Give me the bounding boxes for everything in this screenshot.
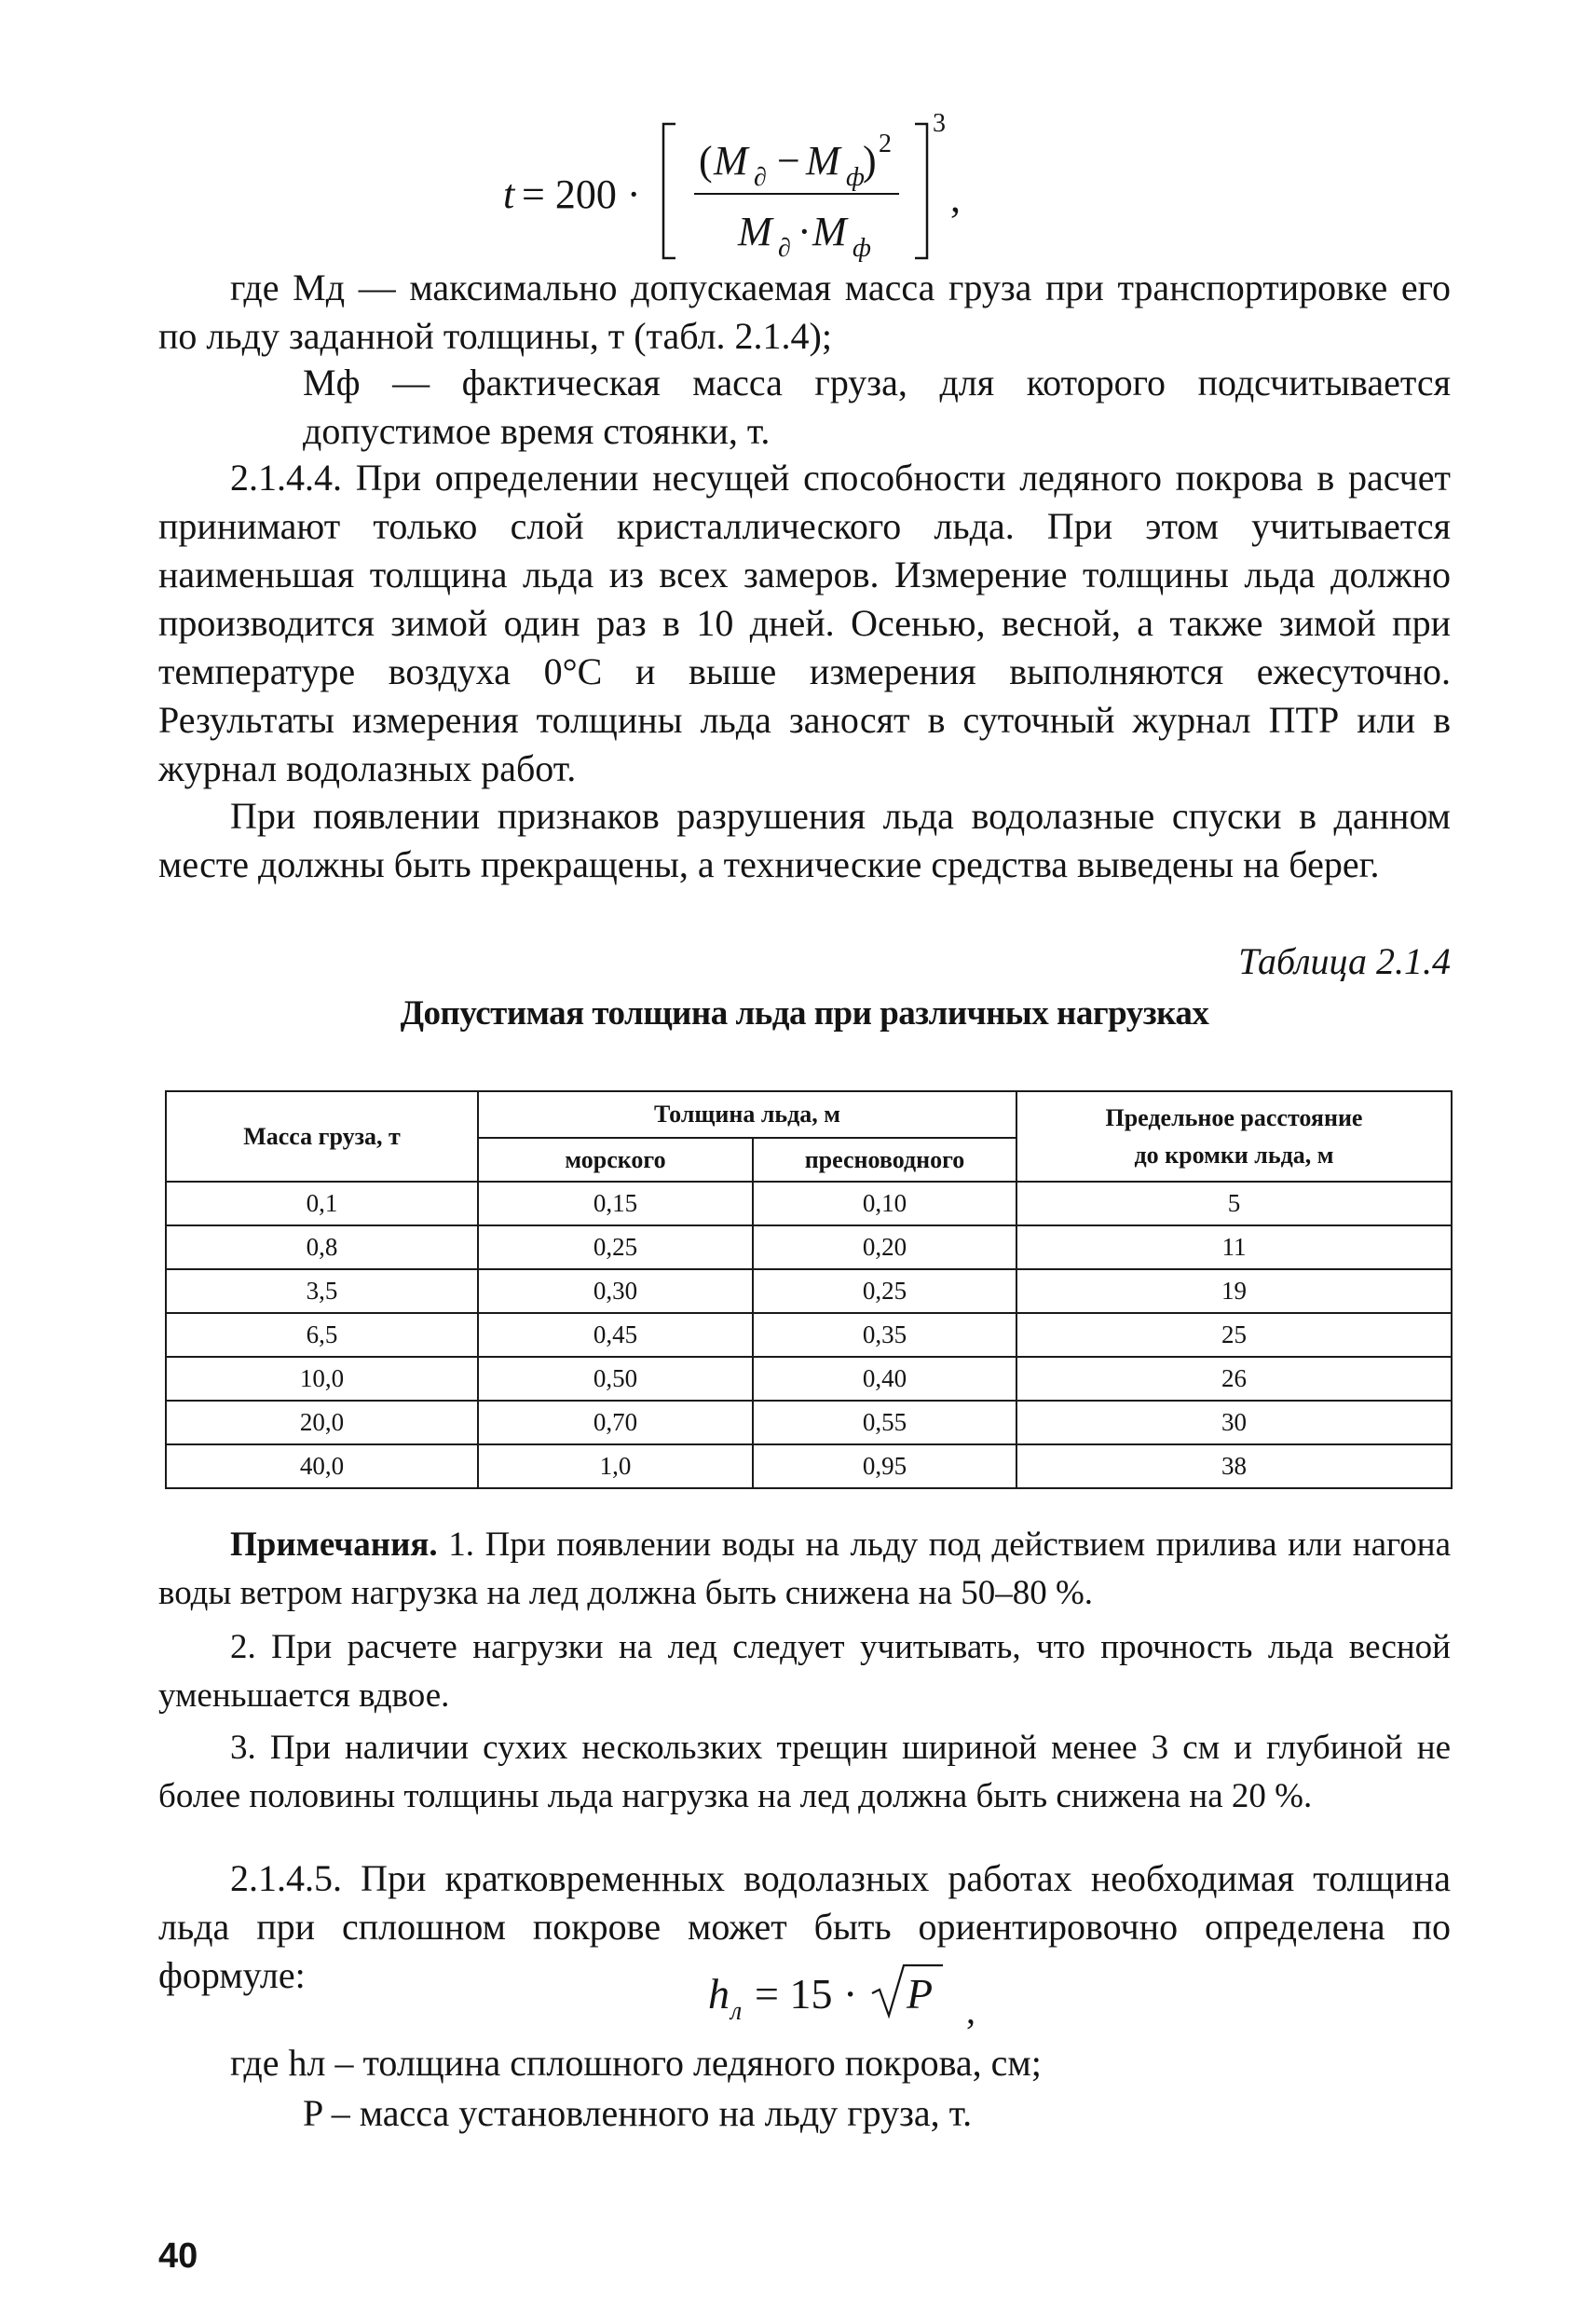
svg-text:ф: ф [846, 163, 865, 192]
cell-fresh: 0,40 [753, 1357, 1016, 1401]
cell-fresh: 0,10 [753, 1182, 1016, 1225]
section-2-1-4-4-text: 2.1.4.4. При определении несущей способности ледяного покрова в расчет принимают только слой кристаллического льда. При этом учитывается наименьшая толщина льда из всех замеров. Измерение толщины льда должно производится зимой один раз в 10 дней. Осенью, весной, а также зимой при температуре воздуха 0°С и выше измерения выполняются ежесуточно. Результаты измерения толщины льда заносят в суточный журнал ПТР или в журнал водолазных работ. [158, 457, 1451, 789]
svg-text:t: t [503, 171, 515, 217]
formula-ice-thickness-graphic [689, 1952, 1006, 2036]
table-row [166, 1357, 1452, 1401]
table-title: Допустимая толщина льда при различных нагрузках [400, 994, 1209, 1033]
table-row [166, 1182, 1452, 1225]
note-1-text: 1. При появлении воды на льду под действием прилива или нагона воды ветром нагрузка на лед должна быть снижена на 50–80 %. [158, 1525, 1451, 1612]
header-distance-line1: Предельное расстояние [1105, 1103, 1363, 1131]
svg-text:M: M [806, 138, 840, 184]
cell-distance: 25 [1016, 1313, 1452, 1357]
cell-fresh: 0,35 [753, 1313, 1016, 1357]
svg-text:л: л [730, 1997, 743, 2026]
header-sea-ice: морского [478, 1138, 753, 1182]
svg-text:M: M [812, 209, 847, 254]
header-fresh-ice: пресноводного [753, 1138, 1016, 1182]
cell-distance: 26 [1016, 1357, 1452, 1401]
note-1 [158, 1521, 1451, 1618]
header-mass: Масса груза, т [166, 1091, 478, 1182]
cell-sea: 0,45 [478, 1313, 753, 1357]
cell-fresh: 0,55 [753, 1401, 1016, 1444]
cell-sea: 0,30 [478, 1269, 753, 1313]
svg-text:h: h [708, 1970, 730, 2018]
cell-distance: 30 [1016, 1401, 1452, 1444]
cell-sea: 1,0 [478, 1444, 753, 1488]
definition-h: где hл – толщина сплошного ледяного покрова, см; [230, 2042, 1042, 2084]
cell-sea: 0,25 [478, 1225, 753, 1269]
page-number: 40 [158, 2237, 198, 2276]
formula-stop-time-graphic [484, 107, 1062, 270]
cell-distance: 5 [1016, 1182, 1452, 1225]
cell-mass: 0,1 [166, 1182, 478, 1225]
cell-mass: 6,5 [166, 1313, 478, 1357]
section-2-1-4-5-text: 2.1.4.5. При кратковременных водолазных работах необходимая толщина льда при сплошном покрове может быть ориентировочно определена по формуле: [158, 1857, 1451, 1996]
formula-stop-time [484, 107, 1062, 270]
svg-text:ф: ф [853, 234, 871, 263]
svg-text:(: ( [699, 138, 713, 184]
svg-text:M: M [714, 138, 748, 184]
notes-label: Примечания. [230, 1525, 438, 1564]
cell-distance: 38 [1016, 1444, 1452, 1488]
svg-text:= 15 ·: = 15 · [755, 1970, 858, 2018]
table-row [166, 1401, 1452, 1444]
svg-text:3: 3 [933, 109, 946, 138]
definition-md: где Mд — максимально допускаемая масса груза при транспортировке его по льду заданной толщины, т (табл. 2.1.4); [158, 267, 1451, 357]
definition-mf: Mф — фактическая масса груза, для которого подсчитывается допустимое время стоянки, т. [303, 362, 1451, 452]
svg-text:2: 2 [879, 130, 892, 158]
cell-mass: 20,0 [166, 1401, 478, 1444]
header-thickness: Толщина льда, м [478, 1091, 1016, 1138]
header-distance [1016, 1091, 1452, 1182]
svg-text:= 200 ·: = 200 · [522, 171, 641, 217]
svg-text:·: · [798, 209, 812, 254]
cell-fresh: 0,25 [753, 1269, 1016, 1313]
table-row [166, 1269, 1452, 1313]
svg-text:∂: ∂ [754, 163, 767, 192]
cell-sea: 0,15 [478, 1182, 753, 1225]
cell-sea: 0,50 [478, 1357, 753, 1401]
cell-distance: 11 [1016, 1225, 1452, 1269]
cell-distance: 19 [1016, 1269, 1452, 1313]
header-distance-line2: до кромки льда, м [1134, 1141, 1334, 1169]
svg-text:,: , [966, 1990, 975, 2032]
definition-p: P – масса установленного на льду груза, т. [303, 2092, 973, 2134]
table-row [166, 1225, 1452, 1269]
ice-thickness-table [165, 1090, 1453, 1489]
table-row [166, 1444, 1452, 1488]
note-3: 3. При наличии сухих нескользких трещин шириной менее 3 см и глубиной не более половины толщины льда нагрузка на лед должна быть снижена на 20 %. [158, 1729, 1451, 1815]
svg-text:M: M [738, 209, 772, 254]
cell-mass: 3,5 [166, 1269, 478, 1313]
cell-mass: 40,0 [166, 1444, 478, 1488]
table-number: Таблица 2.1.4 [1238, 940, 1451, 982]
cell-mass: 0,8 [166, 1225, 478, 1269]
svg-text:): ) [863, 138, 877, 184]
svg-text:−: − [777, 138, 800, 184]
svg-text:P: P [907, 1970, 934, 2018]
table-row [166, 1313, 1452, 1357]
cell-fresh: 0,95 [753, 1444, 1016, 1488]
formula-ice-thickness [689, 1952, 1006, 2036]
ice-destruction-paragraph: При появлении признаков разрушения льда водолазные спуски в данном месте должны быть прекращены, а технические средства выведены на берег. [158, 795, 1451, 885]
cell-sea: 0,70 [478, 1401, 753, 1444]
cell-fresh: 0,20 [753, 1225, 1016, 1269]
svg-text:,: , [950, 175, 961, 221]
note-2: 2. При расчете нагрузки на лед следует учитывать, что прочность льда весной уменьшается вдвое. [158, 1628, 1451, 1715]
cell-mass: 10,0 [166, 1357, 478, 1401]
svg-text:∂: ∂ [778, 234, 791, 263]
